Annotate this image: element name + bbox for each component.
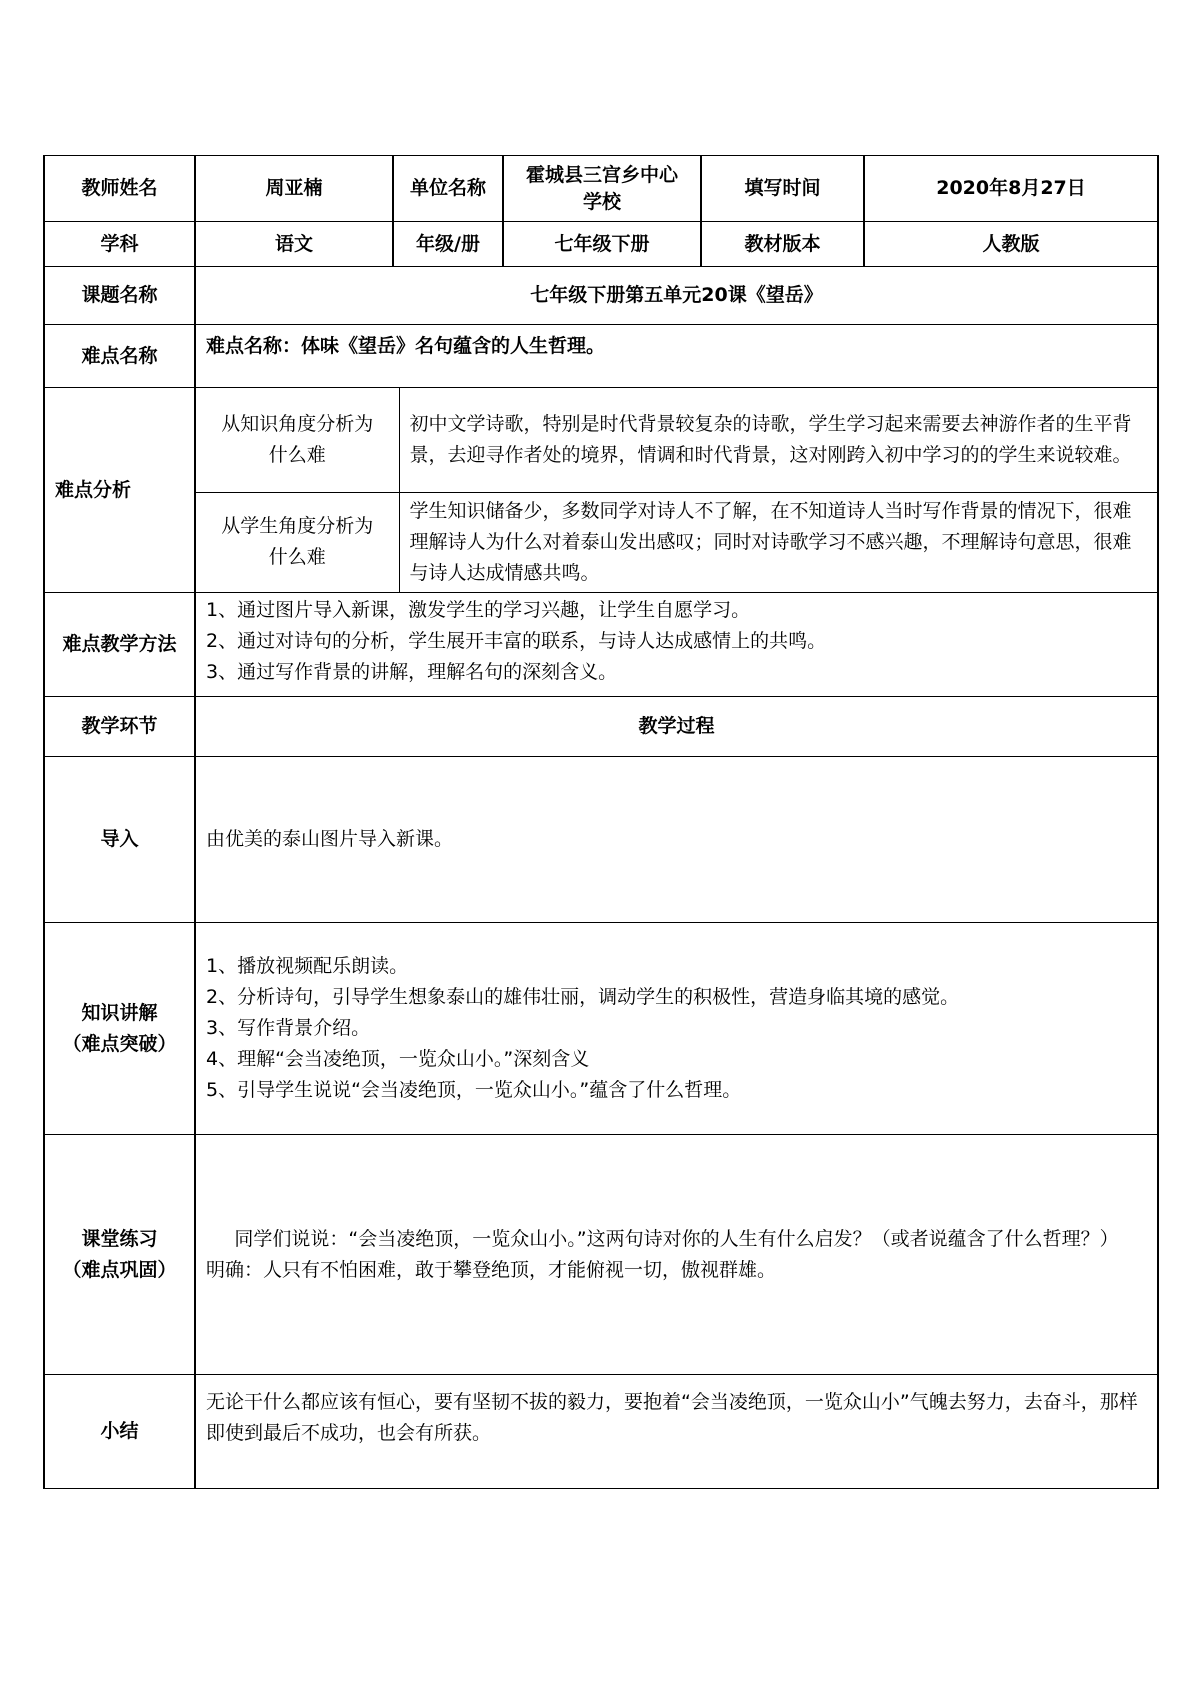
practice-label-line-1: 课堂练习 xyxy=(81,1227,158,1250)
difficulty-name-row xyxy=(44,325,1158,388)
lesson-plan-table xyxy=(43,155,1159,1489)
edition-label: 教材版本 xyxy=(701,222,864,267)
method-item: 2、通过对诗句的分析，学生展开丰富的联系，与诗人达成感情上的共鸣。 xyxy=(206,630,827,652)
knowledge-angle-text: 初中文学诗歌，特别是时代背景较复杂的诗歌，学生学习起来需要去神游作者的生平背景，去迎寻作者处的境界，情调和时代背景，这对刚跨入初中学习的的学生来说较难。 xyxy=(399,388,1157,492)
difficulty-name-value: 难点名称：体味《望岳》名句蕴含的人生哲理。 xyxy=(195,325,1158,388)
lesson-plan-document xyxy=(43,155,1157,1489)
lesson-title-row xyxy=(44,267,1158,325)
knowledge-item: 3、写作背景介绍。 xyxy=(206,1017,371,1039)
practice-label xyxy=(44,1135,195,1375)
knowledge-list xyxy=(195,923,1158,1135)
practice-row xyxy=(44,1135,1158,1375)
method-item: 3、通过写作背景的讲解，理解名句的深刻含义。 xyxy=(206,661,618,683)
knowledge-item: 5、引导学生说说“会当凌绝顶，一览众山小。”蕴含了什么哲理。 xyxy=(206,1079,742,1101)
time-value: 2020年8月27日 xyxy=(864,156,1158,222)
difficulty-analysis-row xyxy=(44,388,1158,593)
grade-label: 年级/册 xyxy=(393,222,503,267)
grade-value: 七年级下册 xyxy=(503,222,701,267)
difficulty-name-label: 难点名称 xyxy=(44,325,195,388)
knowledge-angle-label: 从知识角度分析为什么难 xyxy=(196,388,399,492)
summary-label: 小结 xyxy=(44,1375,195,1489)
process-header: 教学过程 xyxy=(195,697,1158,757)
intro-label: 导入 xyxy=(44,757,195,923)
lesson-title-label: 课题名称 xyxy=(44,267,195,325)
practice-label-line-2: （难点巩固） xyxy=(62,1258,177,1281)
knowledge-row xyxy=(44,923,1158,1135)
teaching-method-label: 难点教学方法 xyxy=(44,593,195,697)
header-row-2 xyxy=(44,222,1158,267)
intro-text: 由优美的泰山图片导入新课。 xyxy=(195,757,1158,923)
teaching-method-list xyxy=(195,593,1158,697)
student-angle-text: 学生知识储备少，多数同学对诗人不了解，在不知道诗人当时写作背景的情况下，很难理解诗人为什么对着泰山发出感叹；同时对诗歌学习不感兴趣，不理解诗句意思，很难与诗人达成情感共鸣。 xyxy=(409,499,1132,584)
student-angle-label: 从学生角度分析为什么难 xyxy=(196,492,399,592)
practice-answer: 明确：人只有不怕困难，敢于攀登绝顶，才能俯视一切，傲视群雄。 xyxy=(206,1258,777,1281)
knowledge-label xyxy=(44,923,195,1135)
summary-text: 无论干什么都应该有恒心，要有坚韧不拔的毅力，要抱着“会当凌绝顶，一览众山小”气魄去努力，去奋斗，那样即使到最后不成功，也会有所获。 xyxy=(195,1375,1158,1489)
knowledge-item: 4、理解“会当凌绝顶，一览众山小。”深刻含义 xyxy=(206,1048,590,1070)
practice-content xyxy=(195,1135,1158,1375)
teacher-label: 教师姓名 xyxy=(44,156,195,222)
difficulty-analysis-label: 难点分析 xyxy=(44,388,195,593)
teacher-value: 周亚楠 xyxy=(195,156,393,222)
stage-header: 教学环节 xyxy=(44,697,195,757)
subject-value: 语文 xyxy=(195,222,393,267)
process-header-row xyxy=(44,697,1158,757)
summary-row xyxy=(44,1375,1158,1489)
difficulty-analysis-detail xyxy=(195,388,1158,593)
knowledge-label-line-2: （难点突破） xyxy=(62,1032,177,1055)
method-item: 1、通过图片导入新课，激发学生的学习兴趣，让学生自愿学习。 xyxy=(206,599,751,621)
subject-label: 学科 xyxy=(44,222,195,267)
knowledge-item: 1、播放视频配乐朗读。 xyxy=(206,955,409,977)
lesson-title-value: 七年级下册第五单元20课《望岳》 xyxy=(195,267,1158,325)
practice-question: 同学们说说：“会当凌绝顶，一览众山小。”这两句诗对你的人生有什么启发？（或者说蕴含了什么哲理？） xyxy=(234,1227,1119,1250)
knowledge-item: 2、分析诗句，引导学生想象泰山的雄伟壮丽，调动学生的积极性，营造身临其境的感觉。 xyxy=(206,986,960,1008)
header-row-1 xyxy=(44,156,1158,222)
unit-value: 霍城县三宫乡中心学校 xyxy=(503,156,701,222)
intro-row xyxy=(44,757,1158,923)
teaching-method-row xyxy=(44,593,1158,697)
knowledge-label-line-1: 知识讲解 xyxy=(81,1001,158,1024)
time-label: 填写时间 xyxy=(701,156,864,222)
edition-value: 人教版 xyxy=(864,222,1158,267)
unit-label: 单位名称 xyxy=(393,156,503,222)
